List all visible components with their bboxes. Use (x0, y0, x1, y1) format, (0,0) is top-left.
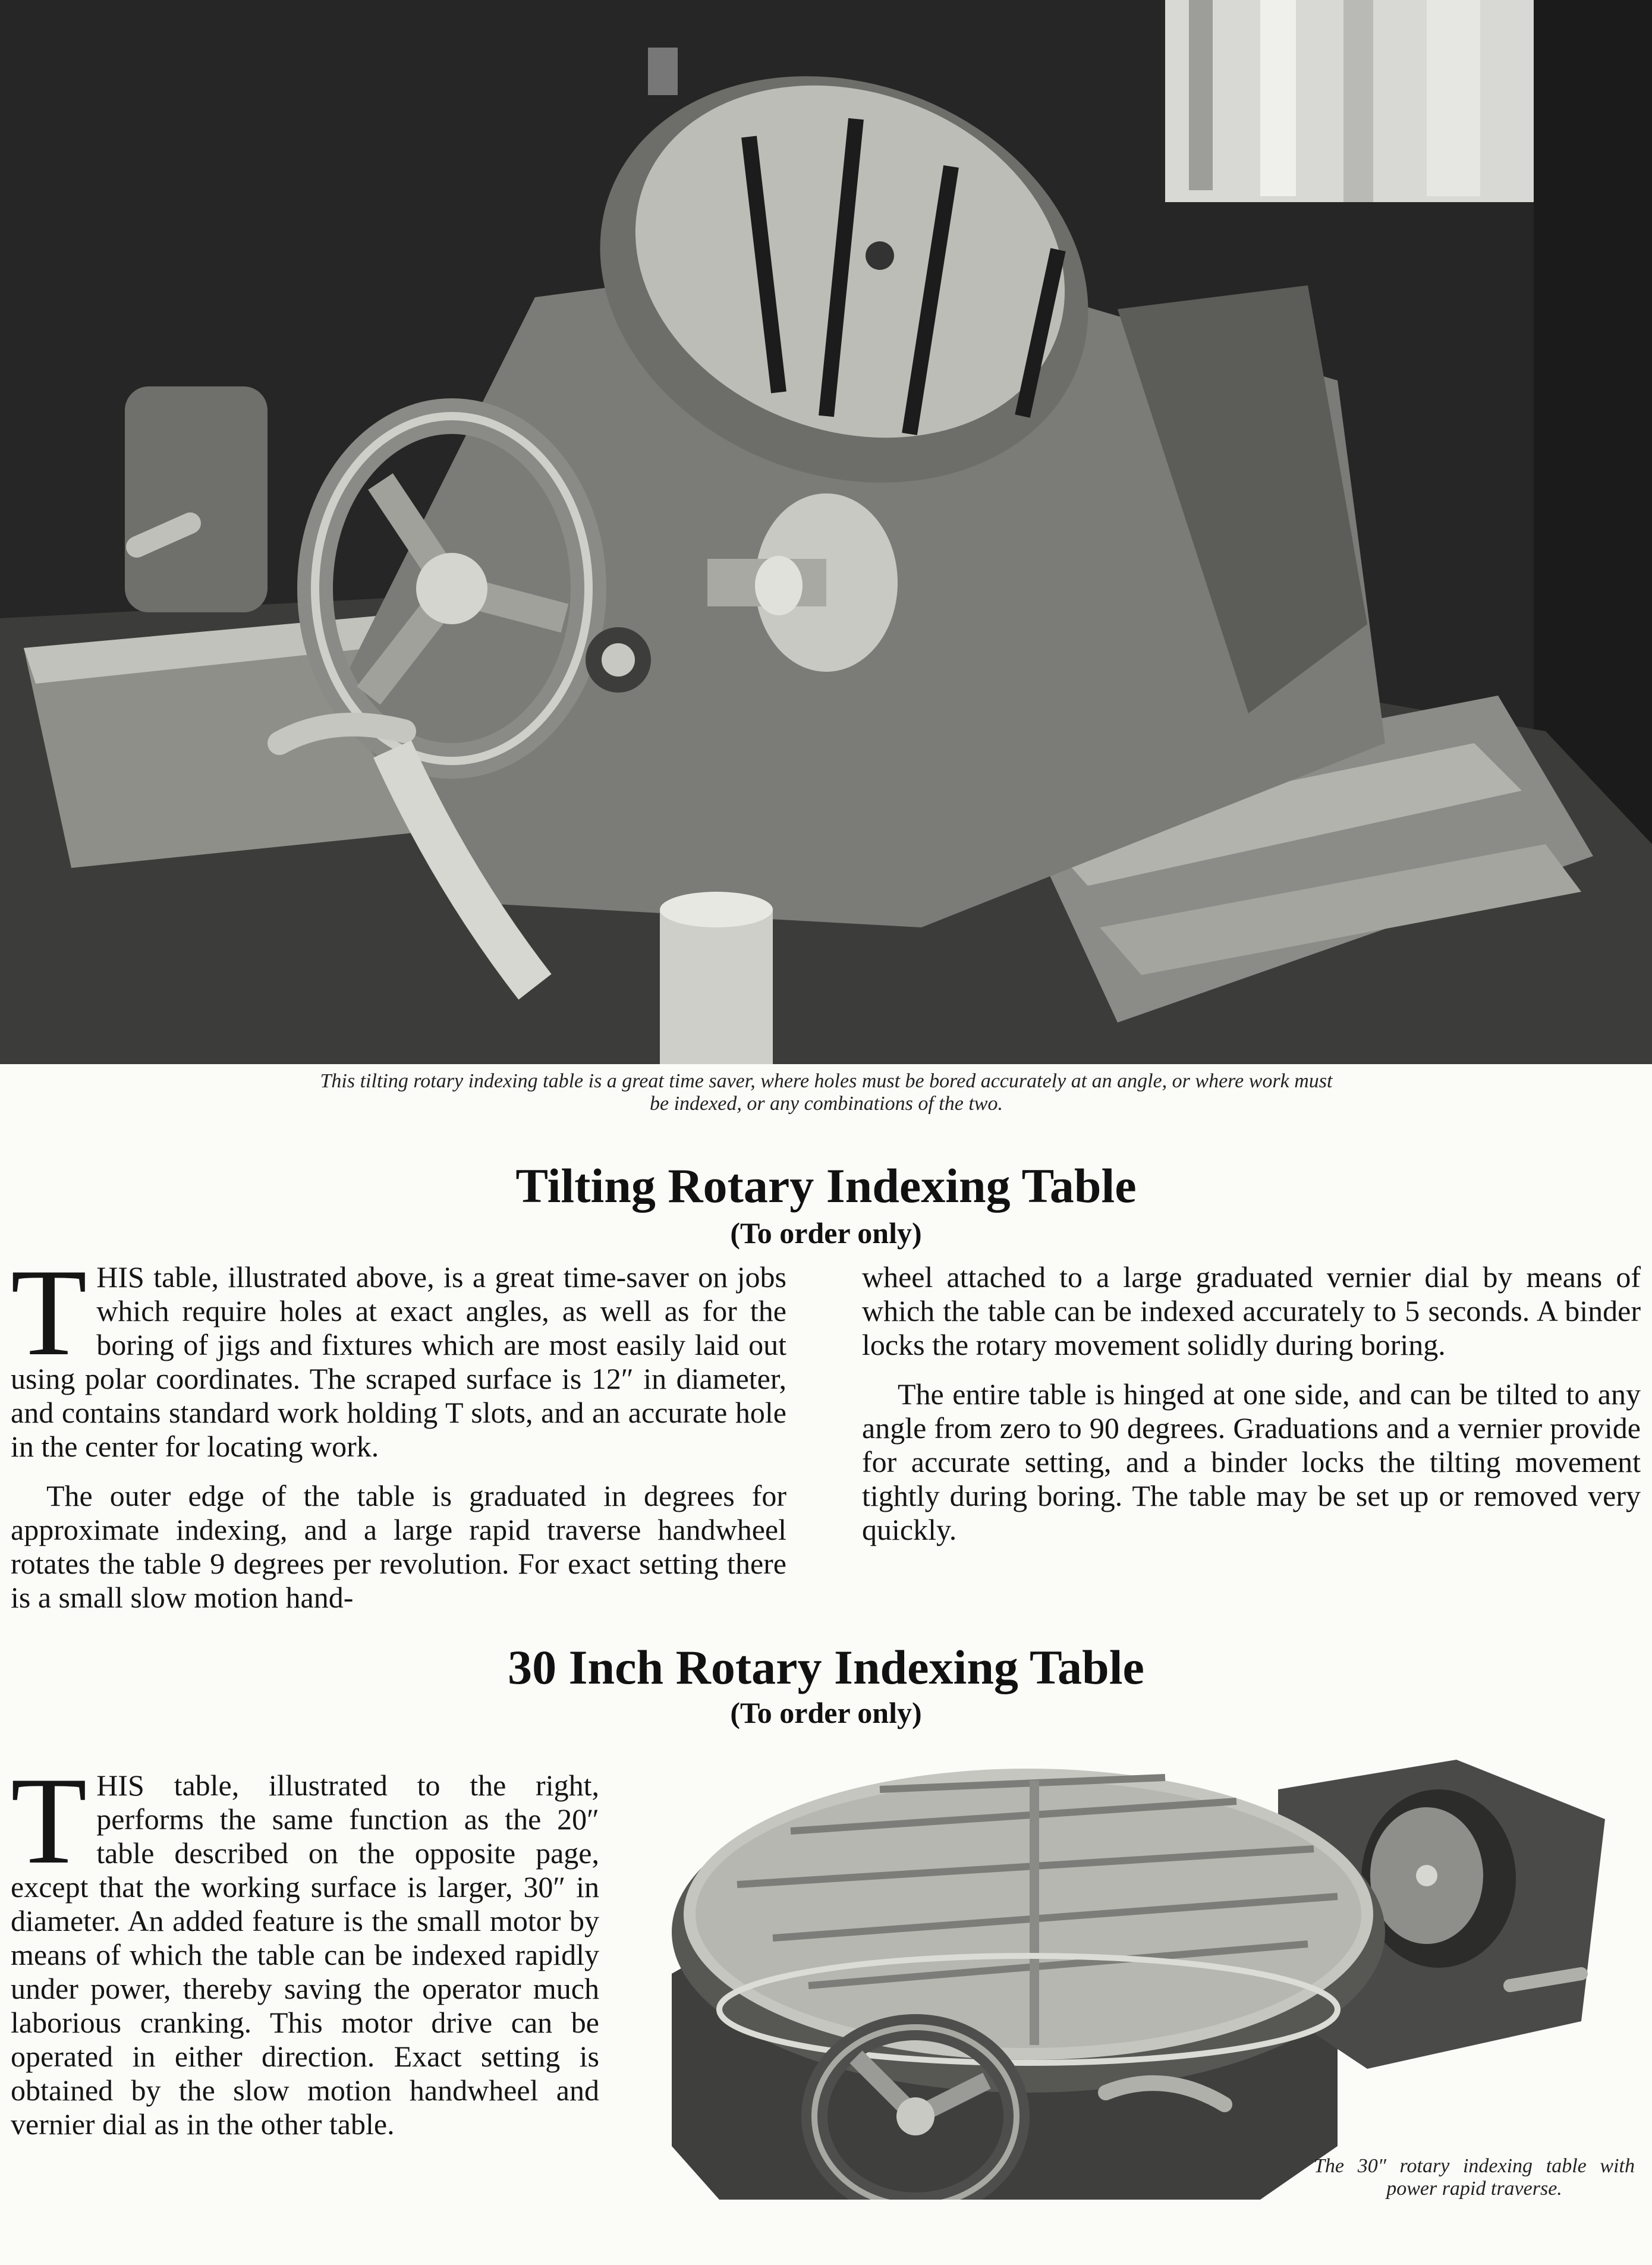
section2-paragraph-1 (11, 1752, 599, 2141)
drop-cap: T (11, 1752, 87, 1890)
section-title-30-inch-table: 30 Inch Rotary Indexing Table (508, 1640, 1144, 1694)
section2-paragraph-1-text: HIS table, illustrated to the right, performs the same function as the 20″ table described on the opposite page, except that the working surface is larger, 30″ in diameter. An added feature is the small motor by means of which the table can be indexed rapidly under power, thereby saving the operator much laborious cranking. This motor drive can be operated in either direction. Exact setting is obtained by the slow motion handwheel and vernier dial as in the other table. (11, 1769, 599, 2141)
section2-subtitle-order: (To order only) (730, 1696, 922, 1729)
section1-paragraph-2: The outer edge of the table is graduated in degrees for approximate indexing, and a large rapid traverse handwheel rotates the table 9 degrees per revolution. For exact setting there is a small slow motion hand- (11, 1479, 786, 1614)
drop-cap: T (11, 1244, 87, 1382)
section1-paragraph-3: wheel attached to a large graduated vernier dial by means of which the table can be indexed accurately to 5 seconds. A binder locks the rotary movement solidly during boring. (862, 1260, 1641, 1361)
section1-column-left (11, 1244, 786, 1630)
tilting-table-photo (0, 0, 1652, 1064)
section1-paragraph-1 (11, 1244, 786, 1464)
thirty-inch-table-illustration (654, 1736, 1605, 2200)
thirty-inch-table-photo (654, 1736, 1605, 2200)
section2-column (11, 1752, 599, 2157)
top-photo-caption: This tilting rotary indexing table is a great time saver, where holes must be bored accurately at an angle, or where work must be indexed, or any combinations of the two. (320, 1070, 1333, 1115)
section1-paragraph-1-text: HIS table, illustrated above, is a great time-saver on jobs which require holes at exact angles, as well as for the boring of jigs and fixtures which are most easily laid out using polar coordinates. The scraped surface is 12″ in diameter, and contains standard work holding T slots, and an accurate hole in the center for locating work. (11, 1260, 786, 1463)
tilting-table-illustration (0, 0, 1652, 1064)
section-title-tilting-table: Tilting Rotary Indexing Table (515, 1159, 1137, 1213)
section1-paragraph-4: The entire table is hinged at one side, and can be tilted to any angle from zero to 90 degrees. Graduations and a vernier provide for accurate setting, and a binder locks the tilting movement tightly during boring. The table may be set up or removed very quickly. (862, 1377, 1641, 1546)
bottom-photo-caption: The 30″ rotary indexing table with power rapid traverse. (1314, 2155, 1635, 2200)
section1-column-right (862, 1260, 1641, 1562)
section-subtitle-order: (To order only) (730, 1216, 922, 1250)
